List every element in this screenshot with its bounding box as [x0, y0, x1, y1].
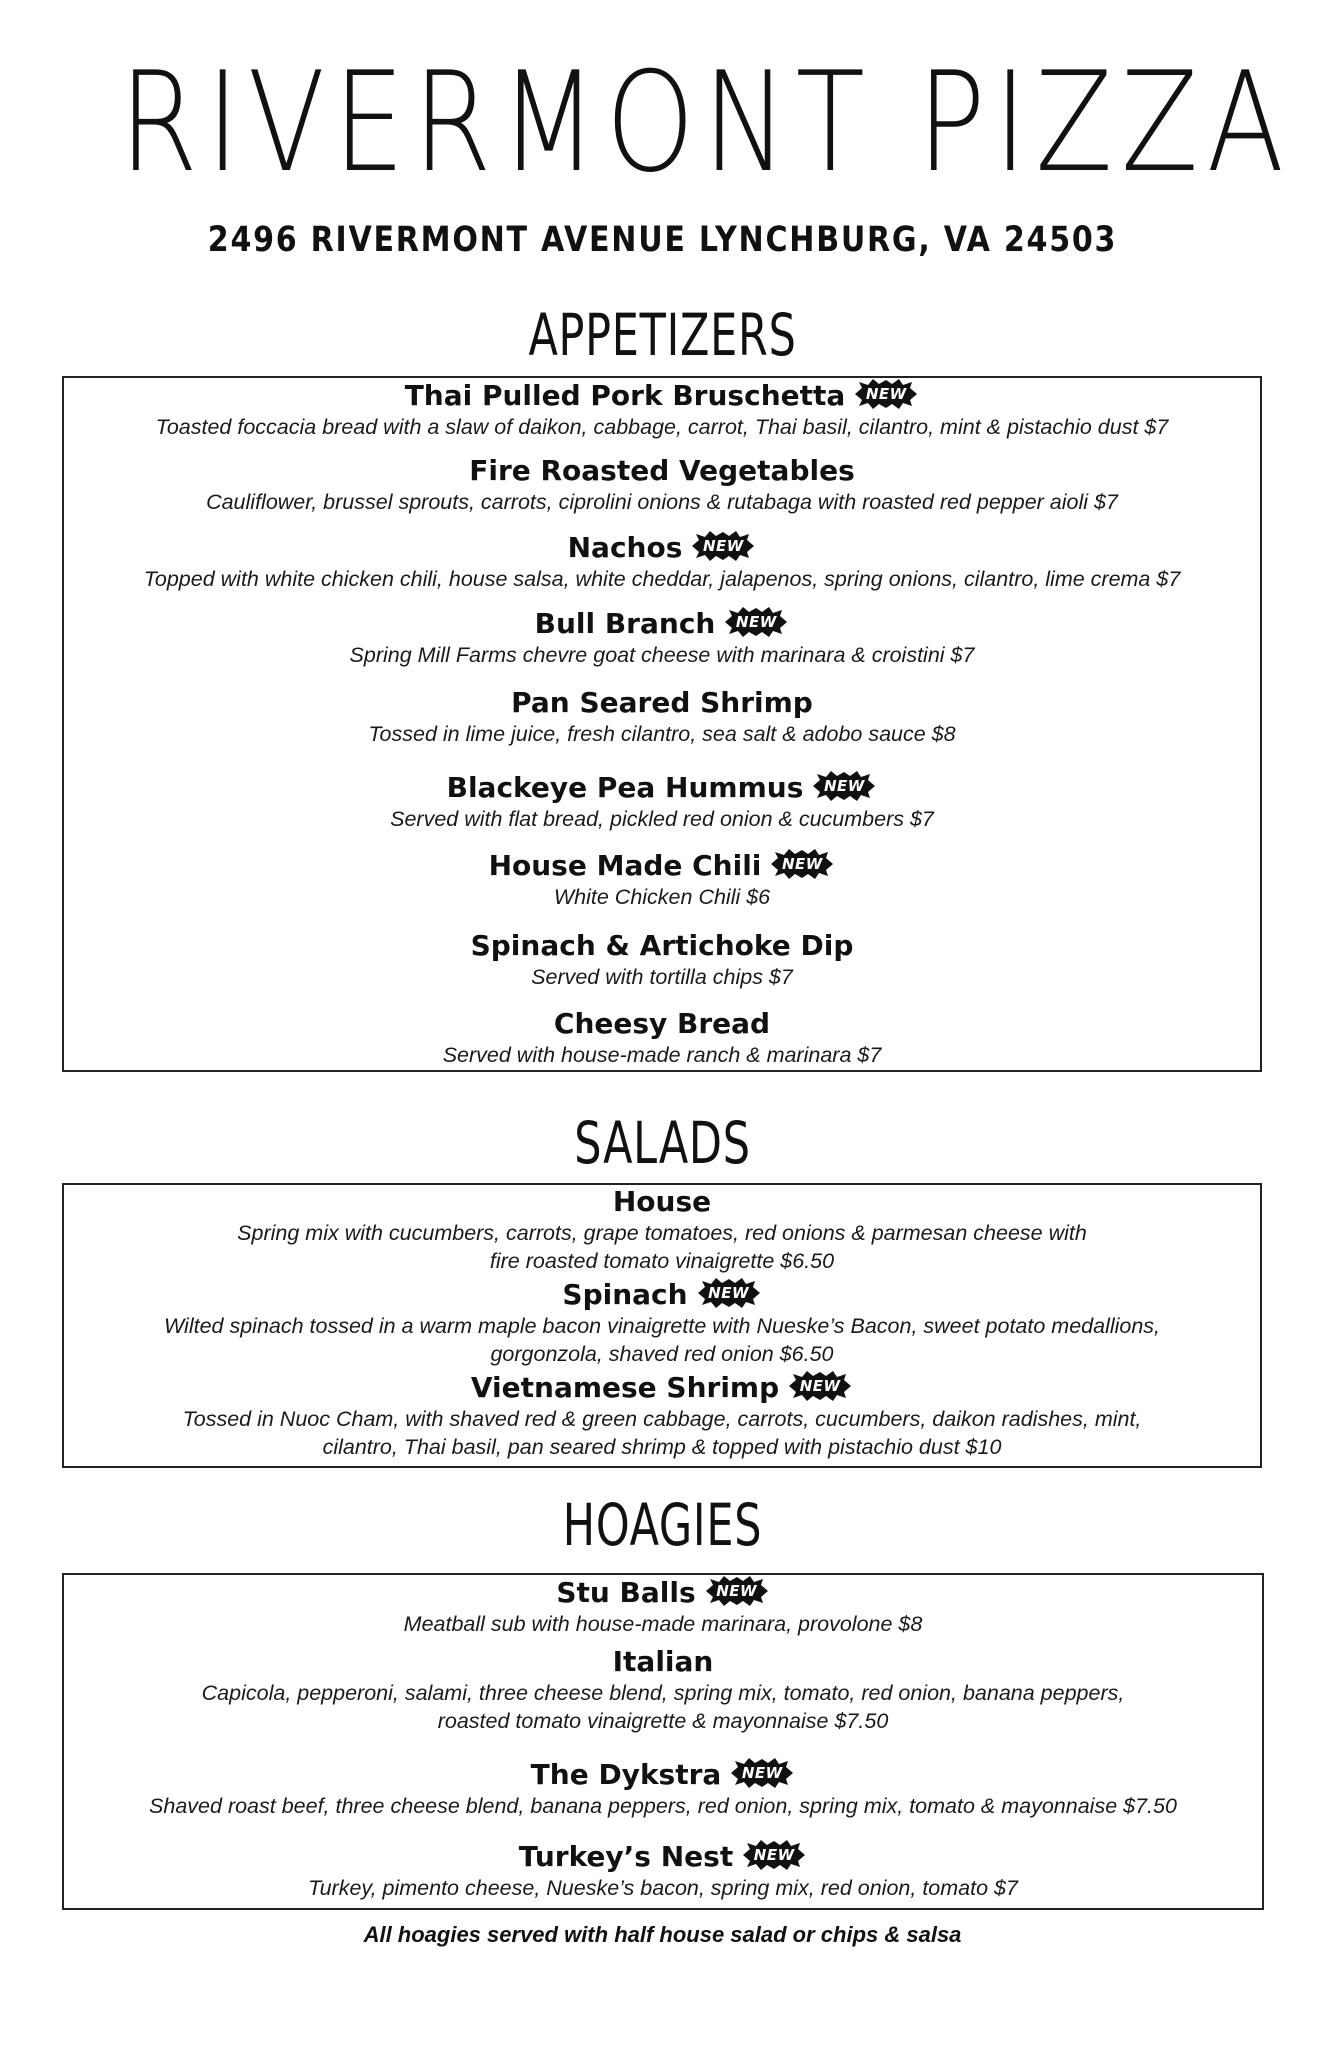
- item-description: White Chicken Chili $6: [553, 885, 771, 909]
- new-badge-label: NEW: [865, 385, 907, 403]
- salads-item-house: [64, 1185, 1260, 1275]
- item-description: Wilted spinach tossed in a warm maple bacon vinaigrette with Nueske’s Bacon, sweet potato medallions,: [163, 1314, 1161, 1338]
- appetizers-item-house-made-chili: [64, 848, 1260, 911]
- new-badge-label: NEW: [781, 855, 823, 873]
- appetizers-item-cheesy-bread: [64, 1007, 1260, 1069]
- appetizers-item-nachos: [64, 530, 1260, 593]
- item-description: Cauliflower, brussel sprouts, carrots, ciprolini onions & rutabaga with roasted red pepper aioli $7: [206, 490, 1118, 514]
- new-badge-label: NEW: [708, 1284, 749, 1302]
- item-name: Blackeye Pea Hummus: [446, 771, 804, 804]
- restaurant-title: RIVERMONT PIZZA: [119, 42, 1293, 203]
- salads-heading: SALADS: [574, 1109, 751, 1177]
- new-badge-icon: [729, 1757, 795, 1789]
- new-badge-icon: [741, 1839, 807, 1871]
- new-badge-label: NEW: [735, 613, 777, 631]
- item-name-line: [64, 1277, 1260, 1312]
- item-description: Topped with white chicken chili, house salsa, white cheddar, jalapenos, spring onions, cilantro, lime crema $7: [143, 567, 1181, 591]
- appetizers-item-bull-branch: [64, 606, 1260, 669]
- item-name: Stu Balls: [556, 1576, 696, 1609]
- appetizers-item-blackeye-pea-hummus: [64, 770, 1260, 833]
- hoagies-item-stu-balls: [64, 1575, 1262, 1638]
- hoagies-footnote: All hoagies served with half house salad or chips & salsa: [363, 1922, 962, 1947]
- item-description: cilantro, Thai basil, pan seared shrimp & topped with pistachio dust $10: [322, 1435, 1002, 1459]
- item-description: Tossed in Nuoc Cham, with shaved red & green cabbage, carrots, cucumbers, daikon radishes, mint,: [182, 1407, 1142, 1431]
- item-name-line: [64, 530, 1260, 565]
- item-name: House Made Chili: [488, 849, 762, 882]
- item-description: Capicola, pepperoni, salami, three cheese blend, spring mix, tomato, red onion, banana peppers,: [201, 1681, 1125, 1705]
- salads-item-vietnamese-shrimp: [64, 1370, 1260, 1461]
- item-description: Served with tortilla chips $7: [531, 965, 793, 989]
- new-badge-label: NEW: [823, 777, 865, 795]
- item-name-line: [64, 454, 1260, 488]
- item-description: Spring mix with cucumbers, carrots, grape tomatoes, red onions & parmesan cheese with: [237, 1221, 1087, 1245]
- item-name-line: [64, 770, 1260, 805]
- item-name: Vietnamese Shrimp: [470, 1371, 780, 1404]
- appetizers-item-thai-pulled-pork-bruschetta: [64, 378, 1260, 441]
- new-badge-icon: [696, 1277, 762, 1309]
- hoagies-item-the-dykstra: [64, 1757, 1262, 1820]
- appetizers-box: [62, 376, 1262, 1072]
- item-name-line: [64, 1370, 1260, 1405]
- hoagies-heading: HOAGIES: [562, 1491, 763, 1559]
- item-description: Spring Mill Farms chevre goat cheese with marinara & croistini $7: [349, 643, 975, 667]
- item-name-line: [64, 378, 1260, 413]
- appetizers-item-fire-roasted-vegetables: [64, 454, 1260, 516]
- new-badge-label: NEW: [702, 537, 744, 555]
- item-description: Served with flat bread, pickled red onion & cucumbers $7: [390, 807, 934, 831]
- salads-item-spinach: [64, 1277, 1260, 1368]
- item-description: Turkey, pimento cheese, Nueske’s bacon, spring mix, red onion, tomato $7: [308, 1876, 1018, 1900]
- item-description: Toasted foccacia bread with a slaw of daikon, cabbage, carrot, Thai basil, cilantro, mint & pistachio dust $7: [155, 415, 1169, 439]
- salads-box: [62, 1183, 1262, 1468]
- hoagies-item-turkey-s-nest: [64, 1839, 1262, 1902]
- new-badge-icon: [811, 770, 877, 802]
- item-name: Cheesy Bread: [553, 1007, 771, 1040]
- item-name: The Dykstra: [530, 1758, 722, 1791]
- item-name-line: [64, 606, 1260, 641]
- item-description: Meatball sub with house-made marinara, provolone $8: [403, 1612, 923, 1636]
- new-badge-icon: [787, 1370, 853, 1402]
- hoagies-box: [62, 1573, 1264, 1910]
- appetizers-item-spinach-artichoke-dip: [64, 929, 1260, 991]
- item-name: Pan Seared Shrimp: [511, 686, 813, 719]
- new-badge-label: NEW: [753, 1846, 795, 1864]
- item-name-line: [64, 1839, 1262, 1874]
- new-badge-icon: [723, 606, 789, 638]
- item-name-line: [64, 686, 1260, 720]
- item-name: Spinach: [562, 1278, 688, 1311]
- item-name: House: [612, 1185, 712, 1218]
- item-name-line: [64, 929, 1260, 963]
- item-name: Fire Roasted Vegetables: [469, 454, 855, 487]
- restaurant-address: 2496 RIVERMONT AVENUE LYNCHBURG, VA 24503: [207, 220, 1118, 260]
- item-description: fire roasted tomato vinaigrette $6.50: [489, 1249, 835, 1273]
- new-badge-label: NEW: [799, 1377, 841, 1395]
- item-name: Turkey’s Nest: [518, 1840, 734, 1873]
- new-badge-icon: [853, 378, 919, 410]
- item-description: roasted tomato vinaigrette & mayonnaise $7.50: [437, 1709, 889, 1733]
- item-name: Nachos: [567, 531, 683, 564]
- item-description: Served with house-made ranch & marinara $7: [442, 1043, 882, 1067]
- item-name-line: [64, 1575, 1262, 1610]
- item-name-line: [64, 1185, 1260, 1219]
- item-name: Bull Branch: [534, 607, 716, 640]
- item-name-line: [64, 1007, 1260, 1041]
- item-description: gorgonzola, shaved red onion $6.50: [490, 1342, 834, 1366]
- hoagies-item-italian: [64, 1645, 1262, 1735]
- item-name: Italian: [612, 1645, 714, 1678]
- item-name-line: [64, 1757, 1262, 1792]
- item-name-line: [64, 1645, 1262, 1679]
- item-name: Spinach & Artichoke Dip: [470, 929, 854, 962]
- new-badge-label: NEW: [716, 1582, 758, 1600]
- new-badge-icon: [690, 530, 756, 562]
- item-name-line: [64, 848, 1260, 883]
- item-name: Thai Pulled Pork Bruschetta: [404, 379, 846, 412]
- item-description: Shaved roast beef, three cheese blend, banana peppers, red onion, spring mix, tomato & mayonnaise $7.50: [149, 1794, 1177, 1818]
- new-badge-label: NEW: [741, 1764, 783, 1782]
- new-badge-icon: [704, 1575, 770, 1607]
- new-badge-icon: [769, 848, 835, 880]
- appetizers-heading: APPETIZERS: [528, 301, 797, 369]
- appetizers-item-pan-seared-shrimp: [64, 686, 1260, 748]
- item-description: Tossed in lime juice, fresh cilantro, sea salt & adobo sauce $8: [368, 722, 956, 746]
